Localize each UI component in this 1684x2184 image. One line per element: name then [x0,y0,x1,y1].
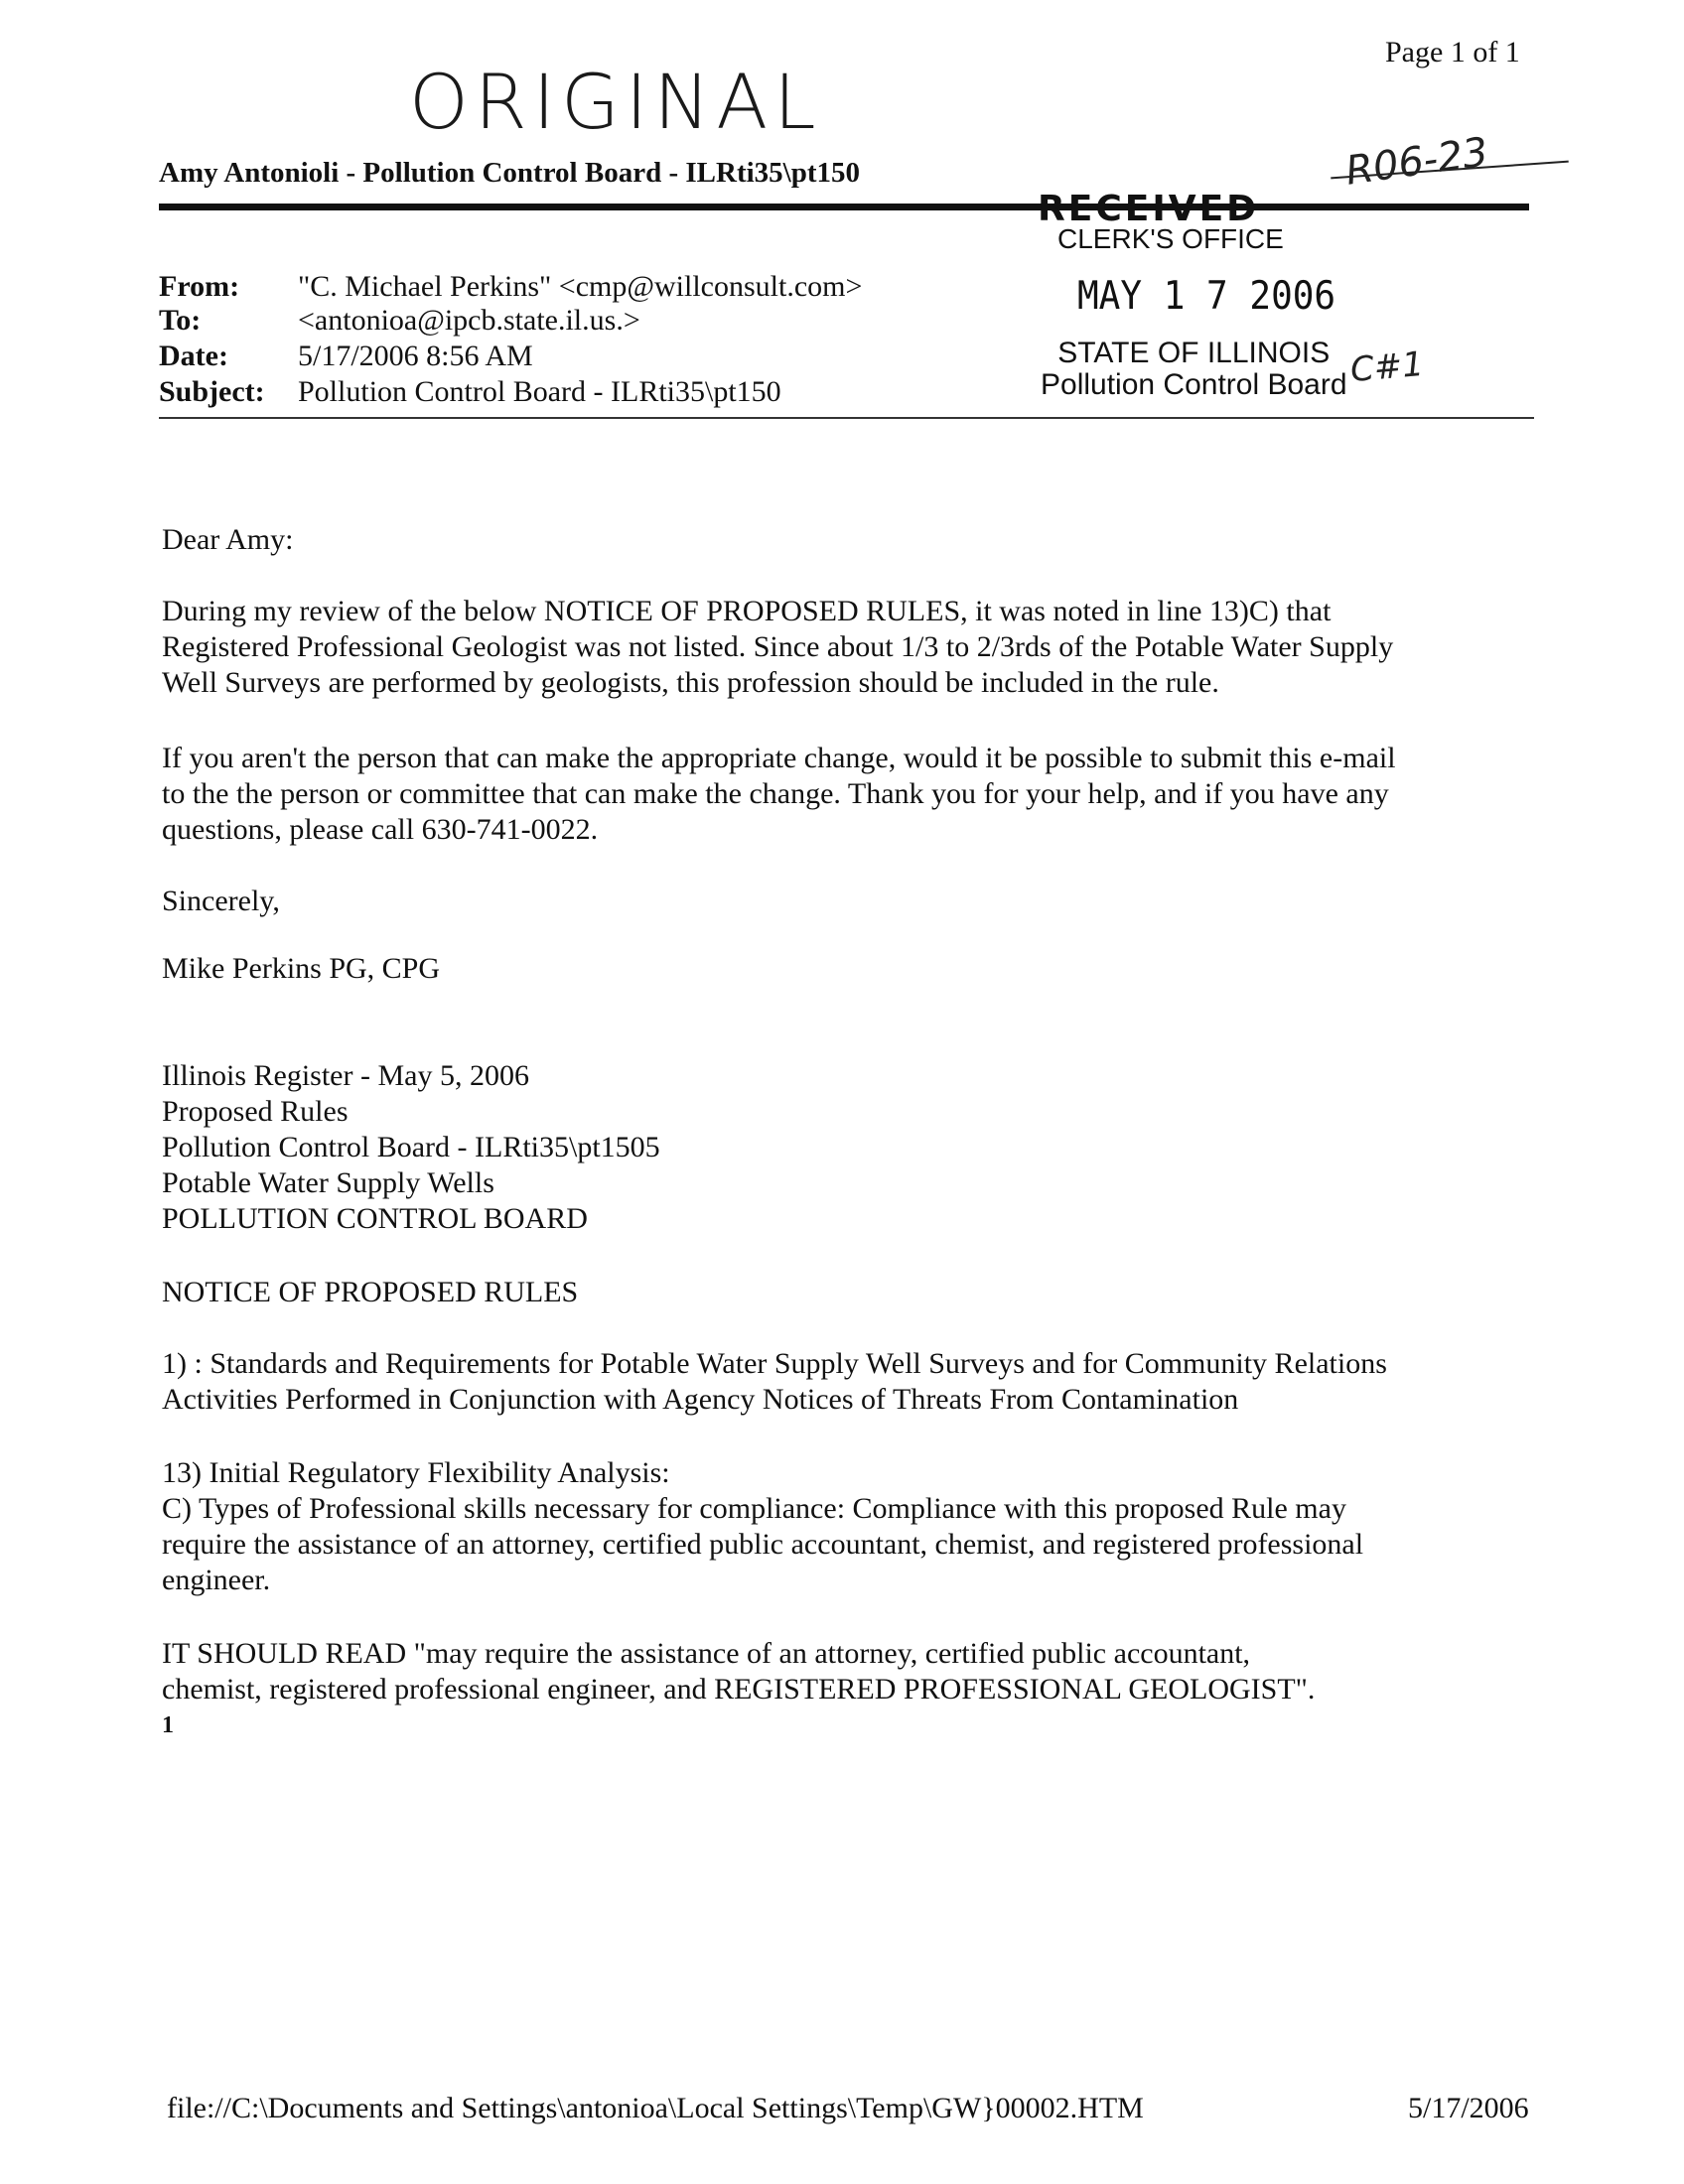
para1-line1: During my review of the below NOTICE OF PROPOSED RULES, it was noted in line 13)C) that [162,595,1332,627]
date-row [159,340,533,373]
from-label: From: [159,270,240,303]
from-value: "C. Michael Perkins" <cmp@willconsult.com> [298,270,863,303]
footer-date: 5/17/2006 [1408,2092,1529,2124]
from-row [159,270,862,304]
register-line4: Potable Water Supply Wells [162,1166,494,1199]
item13-line1: 13) Initial Regulatory Flexibility Analysis: [162,1456,670,1489]
closing: Sincerely, [162,885,280,917]
page-number: Page 1 of 1 [1385,36,1520,68]
register-line1: Illinois Register - May 5, 2006 [162,1059,529,1092]
para2-line2: to the the person or committee that can make the change. Thank you for your help, and if you have any [162,777,1389,810]
footer-file-path: file://C:\Documents and Settings\antonioa\Local Settings\Temp\GW}00002.HTM [167,2092,1144,2124]
item13-line3: require the assistance of an attorney, certified public accountant, chemist, and registered professional [162,1528,1364,1561]
para2-line1: If you aren't the person that can make the appropriate change, would it be possible to submit this e-mail [162,742,1396,774]
should-read-line1: IT SHOULD READ "may require the assistance of an attorney, certified public accountant, [162,1637,1251,1670]
list-marker: 1 [162,1712,174,1738]
para2-line3: questions, please call 630-741-0022. [162,813,599,846]
header-title: Amy Antonioli - Pollution Control Board - ILRti35\pt150 [159,157,860,189]
to-value: <antonioa@ipcb.state.il.us.> [298,304,640,337]
to-label: To: [159,304,202,337]
register-line3: Pollution Control Board - ILRti35\pt1505 [162,1131,660,1163]
item13-line2: C) Types of Professional skills necessary for compliance: Compliance with this proposed Rule may [162,1492,1346,1525]
item13-line4: engineer. [162,1564,271,1596]
register-line2: Proposed Rules [162,1095,349,1128]
received-stamp-board: Pollution Control Board [1041,368,1347,401]
header-separator [159,417,1534,419]
header-rule [159,204,1529,210]
notice-heading: NOTICE OF PROPOSED RULES [162,1276,579,1308]
received-stamp-state-block [1041,338,1347,401]
signature: Mike Perkins PG, CPG [162,952,441,985]
received-stamp-date: MAY 1 7 2006 [1077,273,1336,320]
original-stamp: ORIGINAL [409,58,822,146]
greeting: Dear Amy: [162,523,294,556]
received-stamp-office: CLERK'S OFFICE [1057,223,1284,254]
para1-line2: Registered Professional Geologist was not listed. Since about 1/3 to 2/3rds of the Potable Water Supply [162,630,1394,663]
subject-value: Pollution Control Board - ILRti35\pt150 [298,375,781,408]
subject-label: Subject: [159,375,265,408]
register-line5: POLLUTION CONTROL BOARD [162,1202,588,1235]
item1-line1: 1) : Standards and Requirements for Potable Water Supply Well Surveys and for Community Relations [162,1347,1387,1380]
handwritten-note: C#1 [1348,343,1426,391]
date-label: Date: [159,340,228,372]
subject-row [159,375,781,409]
received-stamp-state: STATE OF ILLINOIS [1057,337,1331,369]
item1-line2: Activities Performed in Conjunction with Agency Notices of Threats From Contamination [162,1383,1239,1416]
should-read-line2: chemist, registered professional engineer, and REGISTERED PROFESSIONAL GEOLOGIST". [162,1673,1316,1706]
received-stamp-title: RECEIVED [1038,189,1260,229]
handwritten-docket-number: R06-23 [1342,129,1491,195]
to-row [159,304,640,338]
para1-line3: Well Surveys are performed by geologists, this profession should be included in the rule. [162,666,1219,699]
date-value: 5/17/2006 8:56 AM [298,340,533,372]
